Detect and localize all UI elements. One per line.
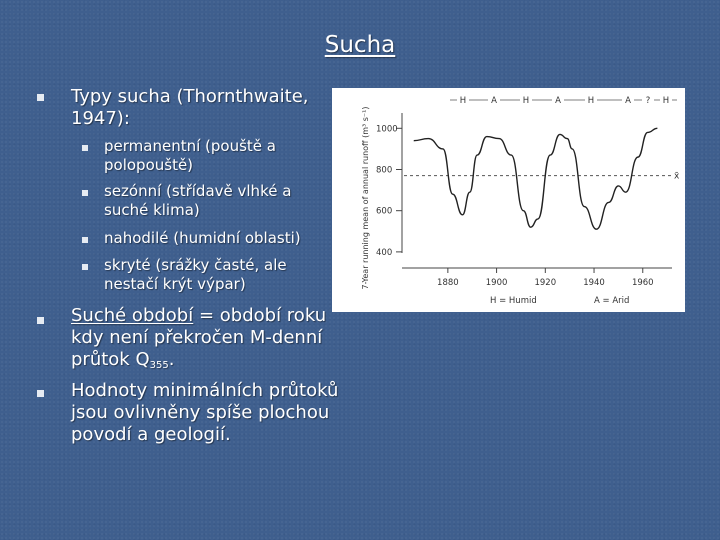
period-label: A <box>555 96 561 106</box>
period-label: H <box>522 96 530 106</box>
period-label: H <box>662 96 670 106</box>
dry-period-subscript: 355 <box>149 360 169 371</box>
y-tick-label: 600 <box>376 206 393 217</box>
sub-bullet-hidden: skryté (srážky časté, ale nestačí krýt výpar) <box>104 256 287 293</box>
x-tick-label: 1940 <box>583 278 605 288</box>
slide-title: Sucha <box>324 32 396 58</box>
bullet-marker <box>37 317 44 324</box>
sub-bullet-seasonal: sezónní (střídavě vlhké a suché klima) <box>104 182 292 219</box>
runoff-chart <box>332 88 685 312</box>
y-tick-label: 800 <box>376 165 393 176</box>
x-tick-label: 1920 <box>534 278 557 288</box>
bullet-minimum-flows: Hodnoty minimálních průtoků jsou ovlivněny spíše plochou povodí a geologií. <box>71 380 339 445</box>
sub-bullet-permanent: permanentní (pouště a polopouště) <box>104 137 276 174</box>
bullet-dry-period <box>71 305 336 377</box>
period-label: ? <box>645 96 651 106</box>
period-label: A <box>491 96 497 106</box>
dry-period-term: Suché období <box>71 305 194 326</box>
sub-bullet-marker <box>82 145 88 151</box>
x-tick-label: 1960 <box>631 278 654 288</box>
sub-bullet-marker <box>82 237 88 243</box>
dry-period-end: . <box>168 349 175 370</box>
y-axis-label: 7-Year running mean of annual runoff (m³ s⁻¹) <box>361 106 370 290</box>
sub-bullet-marker <box>82 190 88 196</box>
y-tick-label: 1000 <box>376 124 398 135</box>
legend-humid: H = Humid <box>490 296 537 306</box>
y-tick-label: 400 <box>376 247 393 258</box>
runoff-series-line <box>414 128 658 229</box>
dry-period-definition: = období roku kdy není překročen M-denní průtok Q <box>71 305 327 370</box>
period-label: H <box>459 96 467 106</box>
period-label: A <box>625 96 631 106</box>
x-tick-label: 1880 <box>437 278 459 288</box>
legend-arid: A = Arid <box>594 296 630 306</box>
x-tick-label: 1900 <box>485 278 508 288</box>
sub-bullet-marker <box>82 264 88 270</box>
bullet-drought-types: Typy sucha (Thornthwaite, 1947): <box>71 86 309 129</box>
sub-bullet-occasional: nahodilé (humidní oblasti) <box>104 229 301 247</box>
mean-label: x̄ <box>674 171 680 182</box>
bullet-marker <box>37 94 44 101</box>
runoff-figure <box>332 88 685 312</box>
bullet-marker <box>37 390 44 397</box>
period-label: H <box>587 96 595 106</box>
